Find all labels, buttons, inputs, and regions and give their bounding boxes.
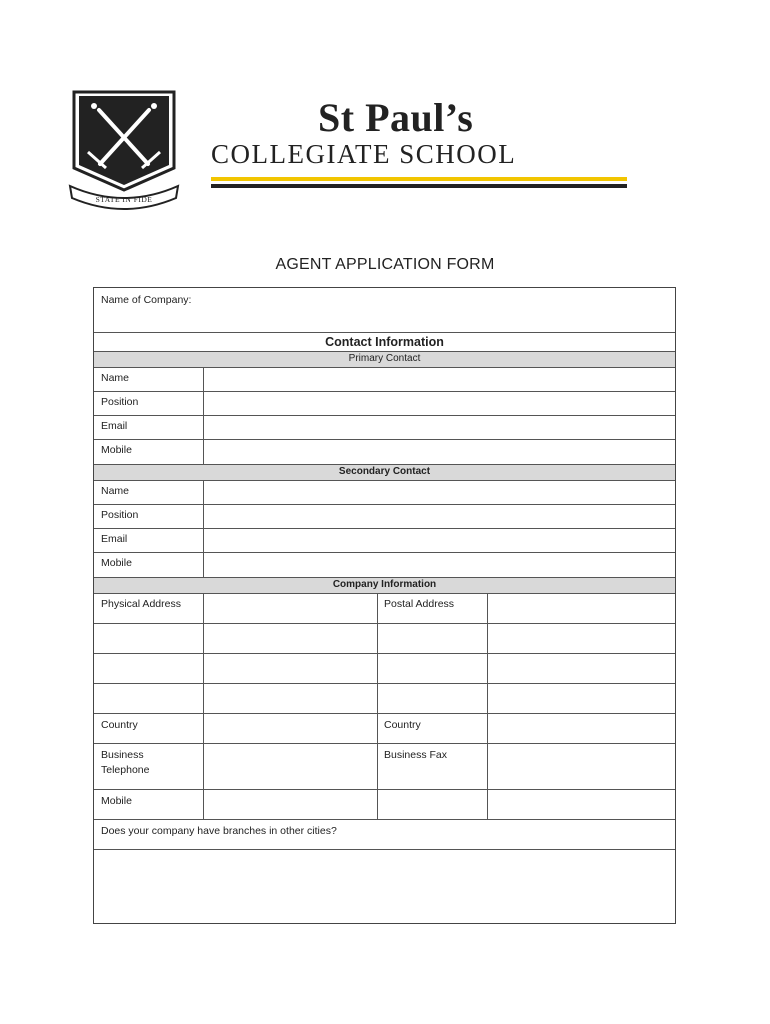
primary-email-field[interactable]: [204, 416, 674, 438]
company-mobile-extra-field-2[interactable]: [488, 791, 674, 817]
company-mobile-field[interactable]: [204, 791, 376, 817]
secondary-mobile-label: Mobile: [101, 557, 132, 569]
country-field-left[interactable]: [204, 715, 376, 741]
primary-mobile-label: Mobile: [101, 444, 132, 456]
company-info-heading: Company Information: [332, 579, 437, 590]
black-divider: [211, 184, 627, 188]
secondary-email-field[interactable]: [204, 529, 674, 551]
form-title: AGENT APPLICATION FORM: [275, 256, 495, 273]
primary-name-label: Name: [101, 372, 130, 384]
physical-address-label: Physical Address: [101, 598, 181, 610]
business-fax-field[interactable]: [488, 745, 674, 787]
physical-address-field[interactable]: [204, 595, 376, 713]
contact-info-heading: Contact Information: [325, 335, 444, 349]
secondary-name-label: Name: [101, 485, 130, 497]
primary-position-field[interactable]: [204, 392, 674, 414]
secondary-email-label: Email: [101, 533, 128, 545]
primary-contact-heading: Primary Contact: [348, 353, 421, 364]
yellow-divider: [211, 177, 627, 181]
company-name-field[interactable]: [214, 290, 674, 330]
company-mobile-label: Mobile: [101, 795, 132, 807]
primary-position-label: Position: [101, 396, 139, 408]
school-name: St Paul’s: [318, 95, 474, 140]
secondary-mobile-field[interactable]: [204, 553, 674, 575]
branches-question: Does your company have branches in other cities?: [101, 825, 337, 837]
school-subtitle: COLLEGIATE SCHOOL: [211, 139, 517, 169]
business-telephone-field[interactable]: [204, 745, 376, 787]
branches-answer-field[interactable]: [96, 851, 673, 921]
company-mobile-extra-field[interactable]: [378, 791, 486, 817]
secondary-position-label: Position: [101, 509, 139, 521]
country-label-left: Country: [101, 719, 138, 731]
primary-name-field[interactable]: [204, 368, 674, 390]
secondary-position-field[interactable]: [204, 505, 674, 527]
school-crest-logo: [66, 86, 182, 214]
company-name-label: Name of Company:: [101, 294, 192, 306]
secondary-name-field[interactable]: [204, 481, 674, 503]
primary-mobile-field[interactable]: [204, 440, 674, 462]
motto-text: STATE IN FIDE: [95, 195, 153, 204]
business-telephone-label: Business Telephone: [101, 749, 150, 776]
postal-address-field[interactable]: [488, 595, 674, 713]
postal-address-label: Postal Address: [384, 598, 455, 610]
country-field-right[interactable]: [488, 715, 674, 741]
application-form: [93, 287, 676, 924]
country-label-right: Country: [384, 719, 421, 731]
secondary-contact-heading: Secondary Contact: [338, 466, 431, 477]
business-fax-label: Business Fax: [384, 749, 448, 761]
primary-email-label: Email: [101, 420, 128, 432]
